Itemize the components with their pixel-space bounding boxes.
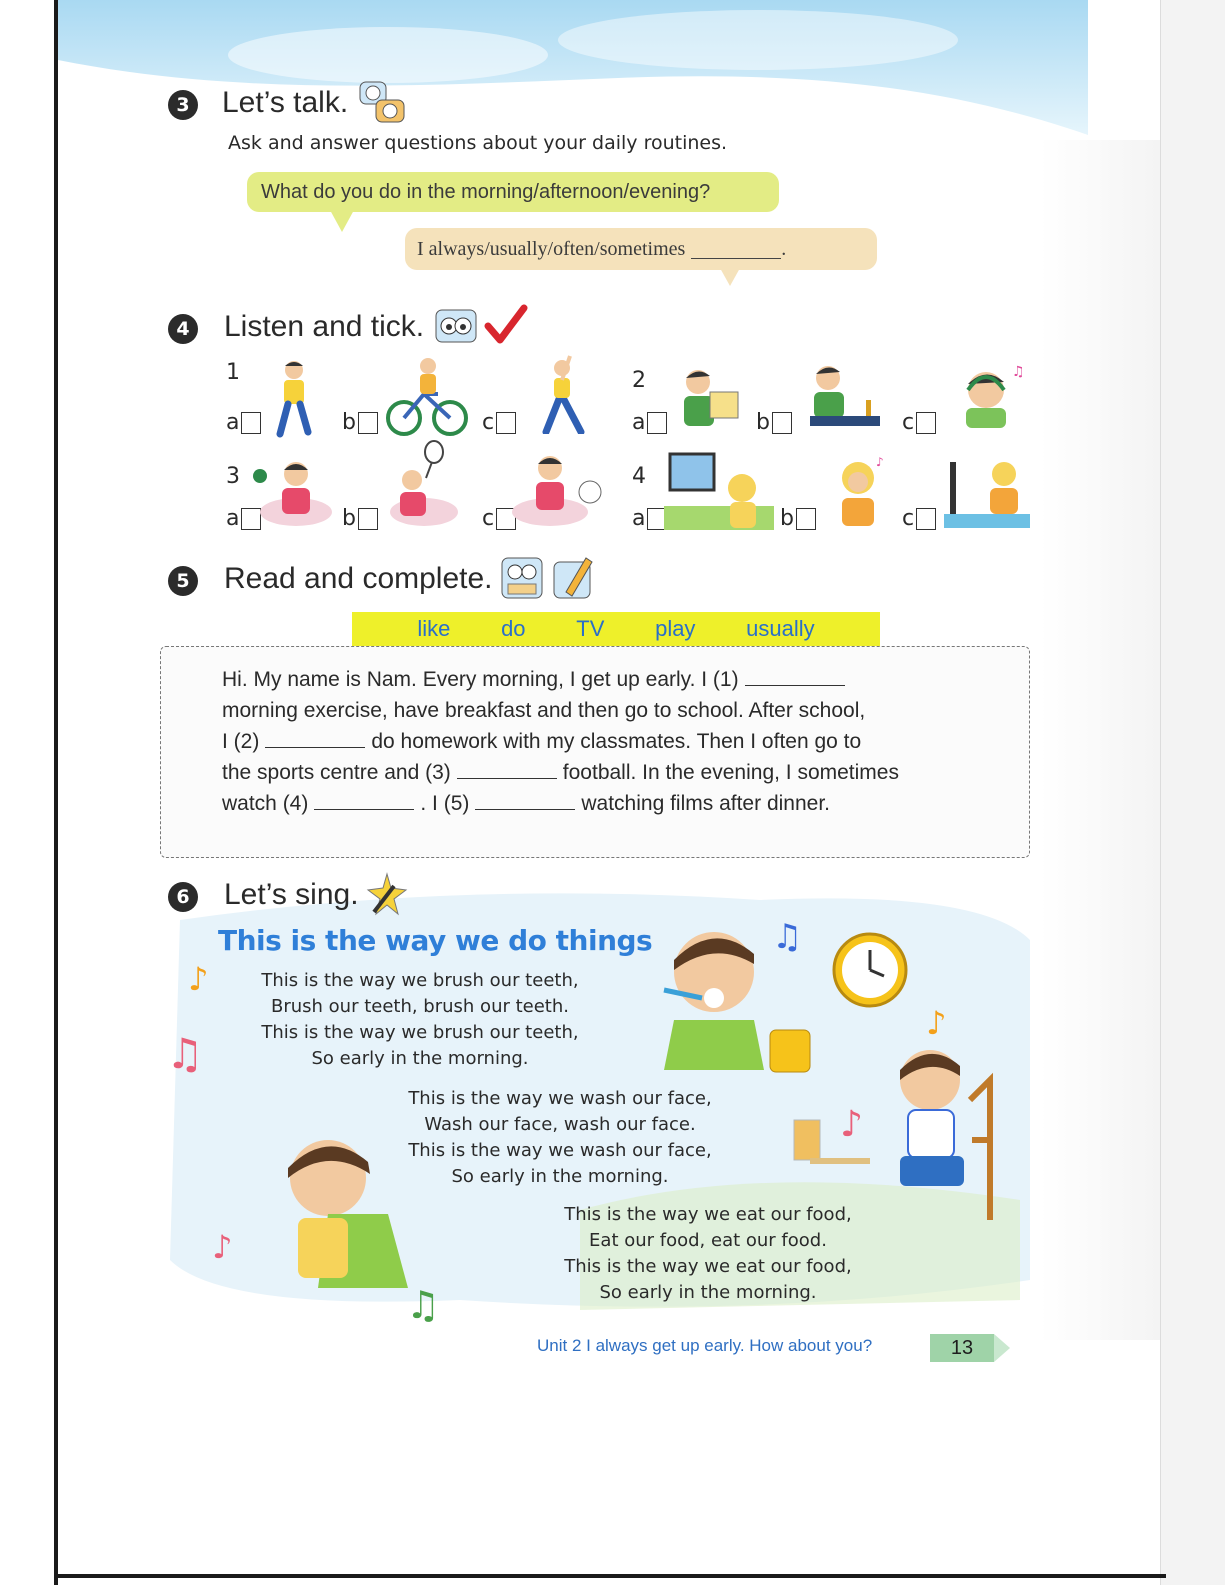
passage-line-2: morning exercise, have breakfast and then go to school. After school, [222, 699, 866, 722]
music-note-green-icon [406, 1282, 442, 1326]
item2-option-a: a [632, 410, 667, 435]
section-title-listen-and-tick: Listen and tick. [224, 310, 425, 343]
section-title-lets-sing: Let’s sing. [224, 878, 359, 911]
item3-option-b: b [342, 506, 378, 531]
song-title: This is the way we do things [218, 924, 653, 957]
girl-listening-music-picture [822, 452, 892, 528]
music-note-orange-icon [188, 958, 214, 998]
boy-eating-breakfast-picture [790, 1040, 1010, 1230]
answer-bubble-tail [720, 268, 740, 286]
word-usually: usually [746, 616, 815, 641]
boy-listening-music-picture [950, 360, 1030, 430]
music-note-pink-icon [166, 1030, 220, 1074]
reading-passage [222, 664, 1012, 819]
tick-box[interactable] [916, 412, 936, 434]
music-note-blue-icon [772, 916, 802, 956]
girl-volleyball-picture [510, 454, 610, 530]
word-tv: TV [576, 616, 605, 641]
sky-header-decoration [58, 0, 1088, 140]
listen-item-1-number: 1 [226, 360, 240, 385]
boy-washing-face-picture [268, 1118, 418, 1298]
tick-box[interactable] [496, 412, 516, 434]
music-note-orange-icon [926, 1002, 952, 1042]
question-speech-bubble [247, 172, 779, 212]
tick-box[interactable] [796, 508, 816, 530]
item3-option-a: a [226, 506, 261, 531]
boy-doing-homework-picture [806, 362, 882, 432]
item2-option-c: c [902, 410, 936, 435]
alarm-clock-picture [826, 926, 916, 1010]
answer-end: . [781, 237, 787, 260]
item4-option-c: c [902, 506, 936, 531]
blank-3[interactable] [457, 762, 557, 779]
page-shade [1040, 140, 1160, 1340]
scan-bottom-line [56, 1574, 1166, 1578]
svg-text:♫: ♫ [1012, 364, 1025, 380]
answer-blank[interactable] [691, 240, 781, 259]
passage-line-1: Hi. My name is Nam. Every morning, I get up early. I (1) [222, 664, 1012, 695]
svg-text:♪: ♪ [212, 1228, 233, 1266]
listen-item-4-number: 4 [632, 464, 646, 489]
section-number-4: 4 [168, 314, 198, 344]
boy-reading-picture [674, 366, 744, 432]
verse-2: This is the way we wash our face, Wash our face, wash our face. This is the way we wash our face, So early in the morning. [408, 1088, 712, 1187]
question-bubble-tail [330, 210, 354, 232]
blank-2[interactable] [265, 731, 365, 748]
talk-faces-icon [358, 80, 406, 124]
svg-text:♫: ♫ [166, 1030, 204, 1074]
passage-line-3: I (2) do homework with my classmates. Then I often go to [222, 730, 862, 753]
girl-watching-tv-picture [664, 450, 774, 530]
girl-using-computer-picture [944, 456, 1030, 528]
item2-option-b: b [756, 410, 792, 435]
section-number-5: 5 [168, 566, 198, 596]
listen-item-2-number: 2 [632, 368, 646, 393]
girl-badminton-picture [388, 440, 460, 530]
item4-option-b: b [780, 506, 816, 531]
tick-box[interactable] [772, 412, 792, 434]
page-tab-arrow [994, 1334, 1010, 1362]
girl-table-tennis-picture [250, 458, 332, 530]
svg-text:♫: ♫ [406, 1283, 441, 1326]
girl-stretching-picture [526, 354, 596, 434]
svg-text:♪: ♪ [876, 455, 884, 469]
question-text: What do you do in the morning/afternoon/evening? [261, 180, 711, 203]
scan-edge-line [54, 0, 58, 1585]
svg-text:♪: ♪ [188, 960, 209, 998]
svg-text:♪: ♪ [840, 1104, 863, 1144]
music-note-pink-icon [212, 1226, 242, 1266]
section-number-6: 6 [168, 882, 198, 912]
section3-instruction: Ask and answer questions about your daily routines. [228, 132, 728, 154]
eyes-icon [434, 306, 478, 346]
section-title-read-and-complete: Read and complete. [224, 562, 493, 595]
item4-option-a: a [632, 506, 667, 531]
blank-5[interactable] [475, 793, 575, 810]
section-number-3: 3 [168, 90, 198, 120]
unit-footer-text: Unit 2 I always get up early. How about you? [537, 1336, 873, 1355]
blank-4[interactable] [314, 793, 414, 810]
svg-text:♪: ♪ [926, 1004, 947, 1042]
boy-jogging-picture [264, 356, 324, 438]
word-do: do [501, 616, 526, 641]
page-number: 13 [930, 1334, 994, 1362]
writing-pencil-icon [552, 552, 596, 600]
word-play: play [655, 616, 696, 641]
svg-text:♫: ♫ [772, 917, 802, 956]
blank-1[interactable] [745, 669, 845, 686]
section-title-lets-talk: Let’s talk. [222, 86, 349, 119]
passage-line-4: the sports centre and (3) football. In the evening, I sometimes [222, 761, 899, 784]
tick-box[interactable] [916, 508, 936, 530]
tick-box[interactable] [358, 508, 378, 530]
item1-option-a: a [226, 410, 261, 435]
answer-speech-bubble [405, 228, 877, 270]
tick-pencil-icon [484, 302, 528, 346]
item1-option-c: c [482, 410, 516, 435]
word-bank [352, 612, 880, 646]
verse-1: This is the way we brush our teeth, Brush our teeth, brush our teeth. This is the way we brush our teeth, So early in the morning. [261, 970, 579, 1069]
tick-box[interactable] [647, 412, 667, 434]
tick-box[interactable] [358, 412, 378, 434]
tick-box[interactable] [241, 412, 261, 434]
item1-option-b: b [342, 410, 378, 435]
music-note-pink-icon [840, 1100, 880, 1144]
item3-option-c: c [482, 506, 516, 531]
reading-eyes-icon [500, 556, 544, 600]
page-margin-right [1160, 0, 1225, 1585]
passage-line-5: watch (4) . I (5) watching films after dinner. [222, 792, 830, 815]
verse-3: This is the way we eat our food, Eat our food, eat our food. This is the way we eat our food, So early in the morning. [564, 1204, 852, 1303]
listen-item-3-number: 3 [226, 464, 240, 489]
word-like: like [417, 616, 451, 641]
sing-microphone-icon [364, 872, 410, 918]
page-margin-left [0, 0, 56, 1585]
answer-text: I always/usually/often/sometimes [417, 237, 686, 260]
boy-cycling-picture [386, 354, 468, 438]
